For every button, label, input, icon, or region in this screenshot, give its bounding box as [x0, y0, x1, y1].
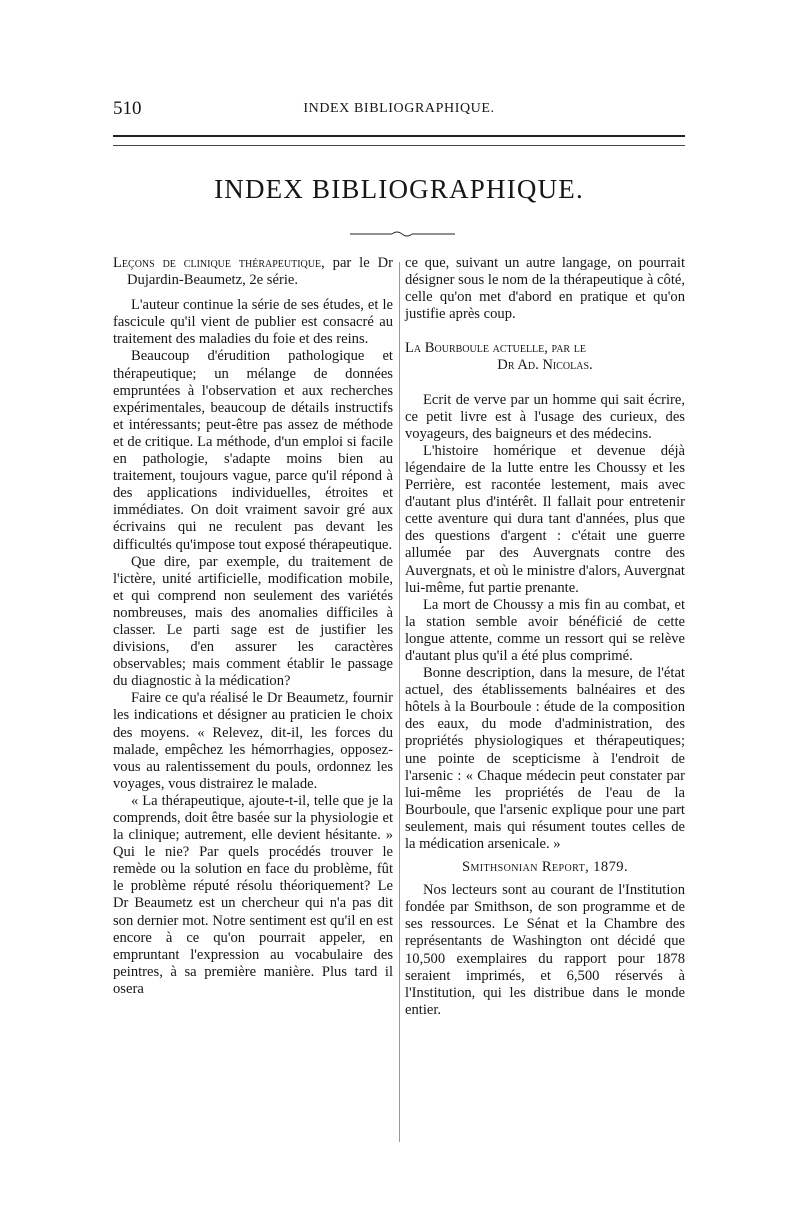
paragraph: La mort de Choussy a mis fin au combat, et la station semble avoir bénéficié de cette longue attente, comme un ressort qui se relève d'autant plus qu'il a été plus comprimé.: [405, 596, 685, 664]
header-rule: [113, 135, 685, 146]
entry-byline: Dr Ad. Nicolas.: [497, 357, 593, 374]
paragraph: Bonne description, dans la mesure, de l'état actuel, des établissements balnéaires et des hôtels à la Bourboule : étude de la composition des eaux, du mode d'administration, des propriétés physiologiques et thérapeutiques; une pointe de scepticisme à l'endroit de l'arsenic : « Chaque médecin peut constater par lui-même les propriétés de l'eau de la Bourboule, que l'arsenic explique pour une part seulement, mais qui résument toutes celles de la médication arsenicale. »: [405, 665, 685, 852]
entry-heading: [113, 255, 393, 289]
entry-title: La Bourboule actuelle, par le: [405, 340, 586, 357]
continued-paragraph: ce que, suivant un autre langage, on pourrait désigner sous le nom de la thérapeutique à côté, celle qu'on met d'abord en pratique et qu'on justifie après coup.: [405, 255, 685, 323]
running-head: [113, 98, 685, 126]
running-title: INDEX BIBLIOGRAPHIQUE.: [303, 101, 495, 116]
page-title: INDEX BIBLIOGRAPHIQUE.: [214, 174, 584, 204]
paragraph: « La thérapeutique, ajoute-t-il, telle que je la comprends, doit être basée sur la physiologie et la clinique; autrement, elle devient hésitante. » Qui le nie? Par quels procédés trouver le remède ou la solution en face du problème, fût le problème réputé résolu théoriquement? Le Dr Beaumetz est un chercheur qui n'a pas dit son dernier mot. Notre sentiment est qu'il en est encore à ce qu'on pourrait appeler, en empruntant l'expression au vocabulaire des peintres, à sa première manière. Plus tard il osera: [113, 792, 393, 997]
paragraph: L'auteur continue la série de ses études, et le fascicule qu'il vient de publier est consacré au traitement des maladies du foie et des reins.: [113, 297, 393, 348]
entry-title: Smithsonian Report, 1879.: [461, 859, 629, 876]
page-number: 510: [113, 98, 142, 119]
title-ornament: [350, 230, 455, 238]
paragraph: Que dire, par exemple, du traitement de l'ictère, unité artificielle, modification mobile, et qui comprend non seulement des variétés nombreuses, mais des anomalies difficiles à classer. Le parti sage est de justifier les divisions, d'en assurer les caractères observables; mais comment établir le passage du diagnostic à la médication?: [113, 553, 393, 690]
right-column: [405, 255, 685, 1019]
paragraph: Beaucoup d'érudition pathologique et thérapeutique; un mélange de données empruntées à l'observation et aux recherches expérimentales, beaucoup de détails instructifs et intéressants; peut-être pas assez de méthode et de critique. La méthode, d'un emploi si facile en pathologie, s'adapte moins bien au traitement, toujours vague, parce qu'il répond à des applications individuelles, étroites et immédiates. On doit vraiment savoir gré aux écrivains qui ne reculent pas devant les difficultés qu'impose tout exposé thérapeutique.: [113, 348, 393, 553]
paragraph: Ecrit de verve par un homme qui sait écrire, ce petit livre est à l'usage des curieux, des voyageurs, des baigneurs et des médecins.: [405, 391, 685, 442]
paragraph: L'histoire homérique et devenue déjà légendaire de la lutte entre les Choussy et les Perrière, est racontée lestement, mais avec d'autant plus d'intérêt. Il fallait pour entretenir cette aventure qui dura tant d'années, plus que des questions d'argent : c'était une guerre allumée par des Auvergnats contre des Auvergnats, et où le ministre d'alors, Auvergnat lui-même, fut partie prenante.: [405, 442, 685, 596]
paragraph: Nos lecteurs sont au courant de l'Institution fondée par Smithson, de son programme et de ses ressources. Le Sénat et la Chambre des représentants de Washington ont décidé que 10,500 exemplaires du rapport pour 1878 seraient imprimés, et 6,500 réservés à l'Institution, qui les distribue dans le monde entier.: [405, 882, 685, 1018]
column-divider: [399, 262, 400, 1142]
entry-byline: par le Dr Dujardin-Beaumetz, 2e série.: [127, 255, 393, 289]
paragraph: Faire ce qu'a réalisé le Dr Beaumetz, fournir les indications et désigner au praticien le choix des moyens. « Relevez, dit-il, les forces du malade, empêchez les hémorrhagies, opposez-vous au ralentissement du pouls, ordonnez les voyages, vous distrairez le malade.: [113, 690, 393, 792]
entry-heading: [405, 340, 685, 357]
left-column: [113, 255, 393, 998]
entry-title: Leçons de clinique thérapeutique,: [113, 255, 325, 271]
